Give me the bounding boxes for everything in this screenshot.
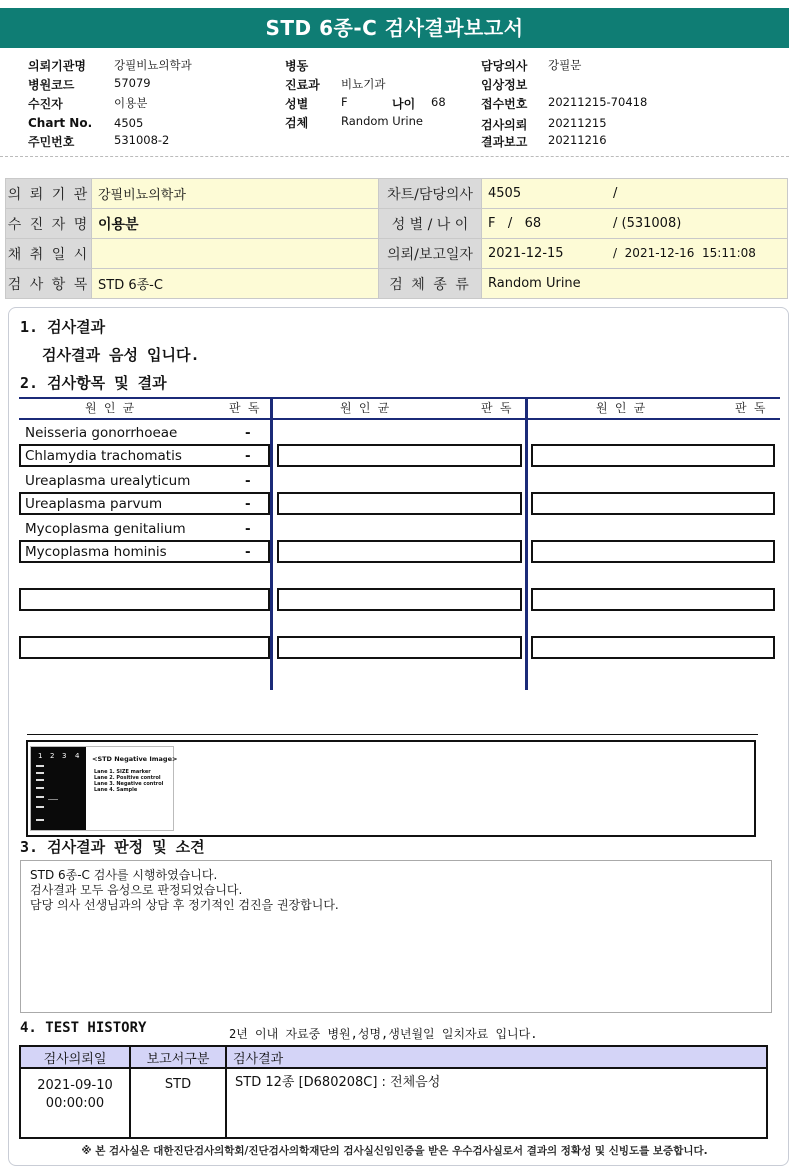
gel-band bbox=[36, 779, 44, 781]
germ-name: Mycoplasma genitalium bbox=[25, 521, 186, 537]
image-top-rule bbox=[27, 734, 758, 735]
history-note: 2년 이내 자료중 병원,성명,생년월일 일치자료 입니다. bbox=[229, 1027, 538, 1041]
col-header-judge: 판 독 bbox=[481, 401, 512, 415]
germ-name: Mycoplasma hominis bbox=[25, 544, 167, 560]
opinion-box bbox=[20, 860, 772, 1013]
header-label: 성별 bbox=[285, 97, 309, 111]
info-value-a: 4505 bbox=[488, 186, 522, 201]
info-label: 채 취 일 시 bbox=[6, 239, 92, 269]
germ-result: - bbox=[245, 496, 251, 512]
section-1-title: 1. 검사결과 bbox=[20, 318, 106, 336]
header-label: 병동 bbox=[285, 59, 309, 73]
info-value: 강필비뇨의학과 bbox=[92, 179, 379, 209]
header-value: 4505 bbox=[114, 116, 144, 130]
gel-band bbox=[36, 806, 44, 808]
info-label: 수 진 자 명 bbox=[6, 209, 92, 239]
info-value-b: / bbox=[613, 186, 618, 201]
gel-legend-item: Lane 3. Negative control bbox=[94, 781, 164, 787]
history-date-cell bbox=[20, 1068, 130, 1138]
header-value: 20211216 bbox=[548, 133, 607, 147]
footer-note: ※ 본 검사실은 대한진단검사의학회/진단검사의학재단의 검사실신임인증을 받은 우수검사실로서 결과의 정확성 및 신빙도를 보증합니다. bbox=[81, 1145, 708, 1157]
header-label: 임상정보 bbox=[481, 78, 528, 92]
gel-band bbox=[36, 819, 44, 821]
info-value-a: F / 68 bbox=[488, 216, 542, 231]
header-value: 68 bbox=[431, 95, 446, 109]
col-header-germ: 원 인 균 bbox=[596, 401, 646, 415]
header-label: 담당의사 bbox=[481, 59, 528, 73]
info-value: 이용분 bbox=[92, 209, 379, 239]
history-result: STD 12종 [D680208C] : 전체음성 bbox=[226, 1068, 767, 1138]
result-box bbox=[277, 540, 522, 563]
germ-result: - bbox=[245, 521, 251, 537]
germ-result: - bbox=[245, 473, 251, 489]
result-box bbox=[19, 588, 270, 611]
gel-band bbox=[36, 765, 44, 767]
opinion-line: 검사결과 모두 음성으로 판정되었습니다. bbox=[30, 883, 243, 897]
germ-name: Ureaplasma parvum bbox=[25, 496, 163, 512]
lane-number: 4 bbox=[75, 752, 80, 760]
header-value: 531008-2 bbox=[114, 133, 170, 147]
result-box bbox=[531, 636, 775, 659]
header-label: 수진자 bbox=[28, 97, 63, 111]
history-col-header: 검사의뢰일 bbox=[20, 1046, 130, 1068]
patient-info-table bbox=[5, 178, 788, 299]
germ-row bbox=[20, 541, 270, 563]
header-value: 이용분 bbox=[114, 96, 148, 110]
header-value: 비뇨기과 bbox=[341, 77, 386, 91]
gel-title: <STD Negative Image> bbox=[92, 755, 178, 763]
header-label: 접수번호 bbox=[481, 97, 528, 111]
gel-band bbox=[36, 772, 44, 774]
section-3-title: 3. 검사결과 판정 및 소견 bbox=[20, 838, 205, 856]
info-label: 성 별 / 나 이 bbox=[379, 209, 482, 239]
info-value-a: 2021-12-15 bbox=[488, 246, 564, 261]
history-col-header: 보고서구분 bbox=[130, 1046, 226, 1068]
info-value bbox=[482, 269, 788, 299]
history-table bbox=[19, 1045, 768, 1139]
result-box bbox=[531, 492, 775, 515]
header-label: 진료과 bbox=[285, 78, 320, 92]
header-label: 검체 bbox=[285, 116, 309, 130]
info-label: 검 사 항 목 bbox=[6, 269, 92, 299]
divider bbox=[0, 156, 789, 157]
grid-column-divider bbox=[525, 397, 528, 690]
grid-column-divider bbox=[270, 397, 273, 690]
lane-number: 3 bbox=[62, 752, 67, 760]
info-value-b: / 2021-12-16 15:11:08 bbox=[613, 246, 756, 260]
header-label: Chart No. bbox=[28, 116, 93, 130]
gel-legend-item: Lane 4. Sample bbox=[94, 787, 138, 793]
gel-legend-item: Lane 2. Positive control bbox=[94, 775, 161, 781]
col-header-judge: 판 독 bbox=[229, 401, 260, 415]
info-value bbox=[482, 239, 788, 269]
header-value: F bbox=[341, 95, 348, 109]
header-value: 20211215-70418 bbox=[548, 95, 648, 109]
header-label: 주민번호 bbox=[28, 135, 75, 149]
header-value: 57079 bbox=[114, 76, 151, 90]
result-box bbox=[531, 588, 775, 611]
report-title: STD 6종-C 검사결과보고서 bbox=[0, 8, 789, 48]
germ-result: - bbox=[245, 425, 251, 441]
gel-band bbox=[36, 796, 44, 798]
result-box bbox=[277, 444, 522, 467]
result-box bbox=[277, 492, 522, 515]
gel-image bbox=[30, 746, 178, 831]
info-label: 의 뢰 기 관 bbox=[6, 179, 92, 209]
section-2-title: 2. 검사항목 및 결과 bbox=[20, 374, 167, 392]
result-box bbox=[531, 540, 775, 563]
germ-row bbox=[20, 470, 270, 492]
info-label: 의뢰/보고일자 bbox=[379, 239, 482, 269]
result-summary: 검사결과 음성 입니다. bbox=[42, 346, 200, 364]
header-value: 20211215 bbox=[548, 116, 607, 130]
opinion-line: STD 6종-C 검사를 시행하였습니다. bbox=[30, 868, 218, 882]
header-value: Random Urine bbox=[341, 114, 423, 128]
gel-band bbox=[36, 787, 44, 789]
info-value: STD 6종-C bbox=[92, 269, 379, 299]
germ-row bbox=[20, 422, 270, 444]
result-box bbox=[277, 588, 522, 611]
gel-legend-item: Lane 1. SIZE marker bbox=[94, 769, 151, 775]
germ-row bbox=[20, 493, 270, 515]
header-label: 병원코드 bbox=[28, 78, 75, 92]
header-label: 의뢰기관명 bbox=[28, 59, 86, 73]
germ-row bbox=[20, 518, 270, 540]
info-value bbox=[482, 209, 788, 239]
col-header-judge: 판 독 bbox=[735, 401, 766, 415]
result-box bbox=[531, 444, 775, 467]
grid-header-line bbox=[19, 418, 780, 420]
header-value: 강필문 bbox=[548, 58, 582, 72]
result-box bbox=[277, 636, 522, 659]
germ-row bbox=[20, 445, 270, 467]
section-4-title: 4. TEST HISTORY bbox=[20, 1020, 147, 1036]
lane-number: 1 bbox=[38, 752, 43, 760]
germ-result: - bbox=[245, 448, 251, 464]
header-label: 결과보고 bbox=[481, 135, 528, 149]
germ-name: Neisseria gonorrhoeae bbox=[25, 425, 178, 441]
info-value bbox=[482, 179, 788, 209]
history-row bbox=[20, 1068, 767, 1138]
gel-band bbox=[48, 799, 58, 800]
history-date: 2021-09-10 bbox=[37, 1078, 113, 1093]
lane-number: 2 bbox=[50, 752, 55, 760]
germ-name: Ureaplasma urealyticum bbox=[25, 473, 191, 489]
col-header-germ: 원 인 균 bbox=[340, 401, 390, 415]
history-type: STD bbox=[130, 1068, 226, 1138]
history-col-header: 검사결과 bbox=[226, 1046, 767, 1068]
info-value-b: / (531008) bbox=[613, 216, 682, 231]
info-label: 차트/담당의사 bbox=[379, 179, 482, 209]
gel-picture bbox=[31, 747, 86, 830]
germ-name: Chlamydia trachomatis bbox=[25, 448, 182, 464]
opinion-line: 담당 의사 선생님과의 상담 후 정기적인 검진을 권장합니다. bbox=[30, 898, 339, 912]
info-value-a: Random Urine bbox=[488, 276, 581, 291]
history-time: 00:00:00 bbox=[45, 1096, 105, 1111]
header-label: 검사의뢰 bbox=[481, 118, 528, 132]
germ-result: - bbox=[245, 544, 251, 560]
header-label: 나이 bbox=[392, 97, 416, 111]
header-value: 강필비뇨의학과 bbox=[114, 58, 192, 72]
col-header-germ: 원 인 균 bbox=[85, 401, 135, 415]
info-value bbox=[92, 239, 379, 269]
info-label: 검 체 종 류 bbox=[379, 269, 482, 299]
result-box bbox=[19, 636, 270, 659]
